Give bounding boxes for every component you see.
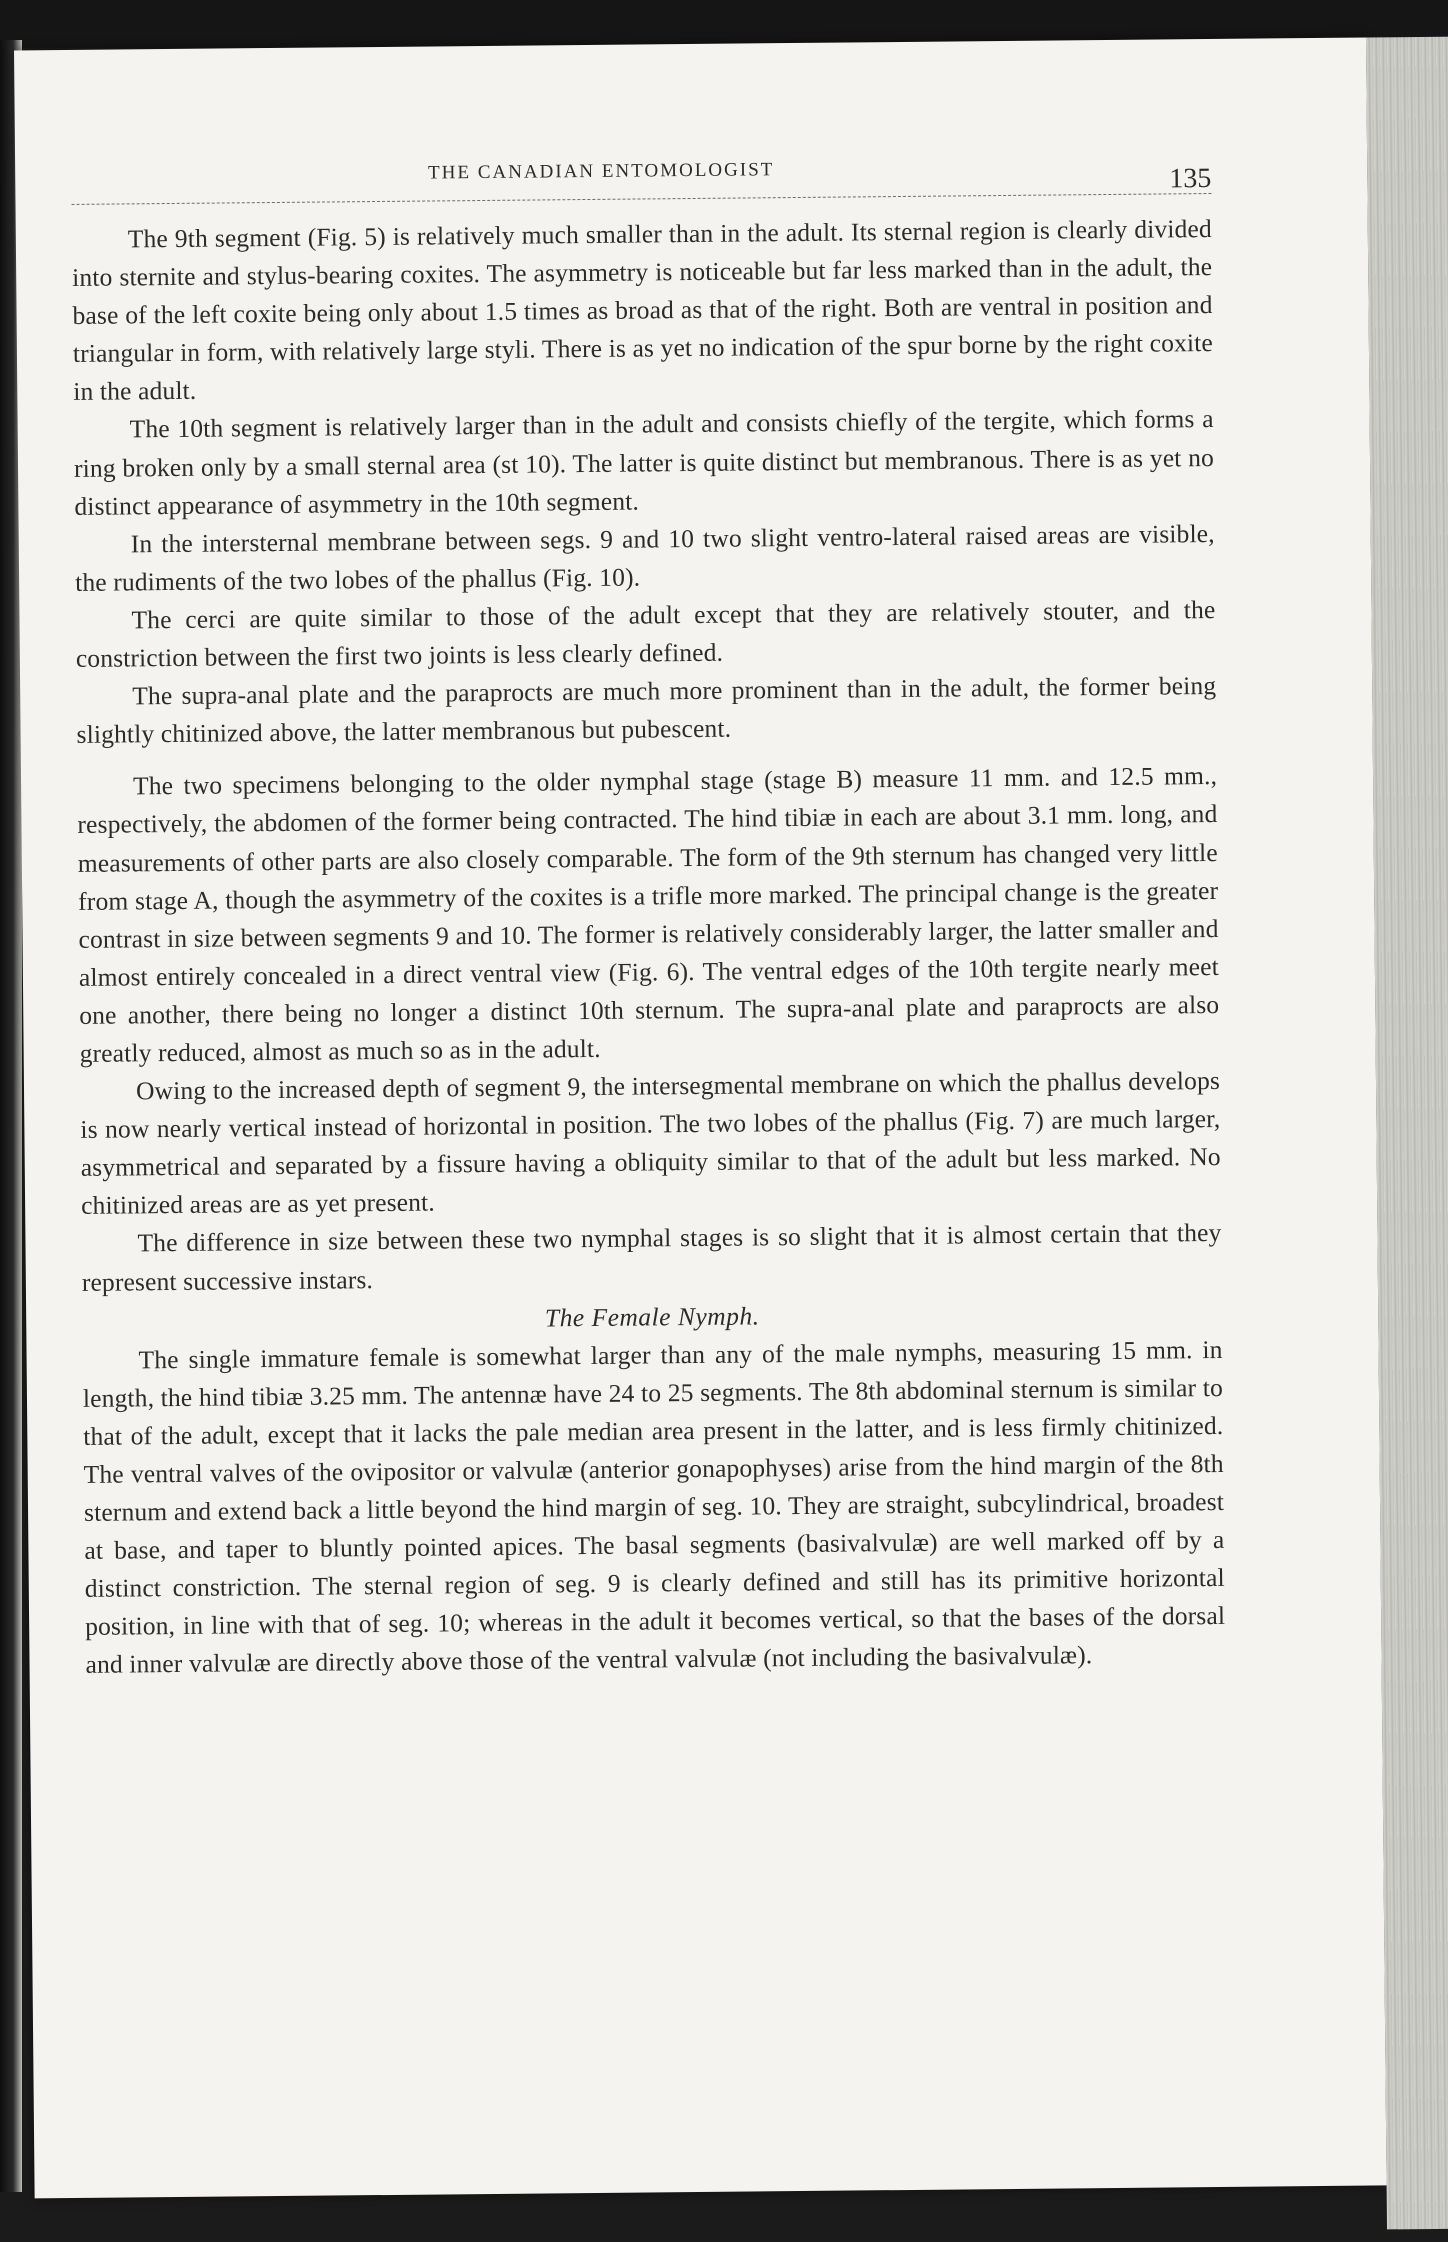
book-page [14, 38, 1387, 2199]
body-text [72, 210, 1226, 1684]
paragraph-supra-anal-plate: The supra-anal plate and the paraprocts are much more prominent than in the adult, the former being slightly chitinized above, the latter membranous but pubescent. [76, 671, 1217, 750]
page-content [71, 139, 1226, 1684]
paragraph-phallus: Owing to the increased depth of segment 9, the intersegmental membrane on which the phallus develops is now nearly vertical instead of horizontal in position. The two lobes of the phallus (Fig. 7) are much larger, asymmetrical and separated by a fissure having a obliquity similar to that of the adult but less marked. No chitinized areas are as yet present. [80, 1066, 1221, 1221]
running-head [71, 139, 1211, 202]
section-heading-female-nymph: The Female Nymph. [544, 1301, 760, 1333]
paragraph-intersternal-membrane: In the intersternal membrane between segs. 9 and 10 two slight ventro-lateral raised areas are visible, the rudiments of the two lobes of the phallus (Fig. 10). [74, 518, 1215, 597]
journal-title: THE CANADIAN ENTOMOLOGIST [428, 159, 775, 184]
paragraph-female-nymph: The single immature female is somewhat larger than any of the male nymphs, measuring 15 mm. in length, the hind tibiæ 3.25 mm. The antennæ have 24 to 25 segments. The 8th abdominal sternum is similar to that of the adult, except that it lacks the pale median area present in the latter, and is less firmly chitinized. The ventral valves of the ovipositor or valvulæ (anterior gonapophyses) arise from the hind margin of the 8th sternum and extend back a little beyond the hind margin of seg. 10. They are straight, subcylindrical, broadest at base, and taper to bluntly pointed apices. The basal segments (basivalvulæ) are well marked off by a distinct constriction. The sternal region of seg. 9 is clearly defined and still has its primitive horizontal position, in line with that of seg. 10; whereas in the adult it becomes vertical, so that the bases of the dorsal and inner valvulæ are directly above those of the ventral valvulæ (not including the basivalvulæ). [82, 1334, 1226, 1680]
page-stack-edge [1366, 37, 1448, 2230]
page-number: 135 [1169, 163, 1212, 195]
paragraph-9th-segment: The 9th segment (Fig. 5) is relatively much smaller than in the adult. Its sternal region is clearly divided into sternite and stylus-bearing coxites. The asymmetry is noticeable but far less marked than in the adult, the base of the left coxite being only about 1.5 times as broad as that of the right. Both are ventral in position and triangular in form, with relatively large styli. There is as yet no indication of the spur borne by the right coxite in the adult. [72, 214, 1214, 407]
paragraph-10th-segment: The 10th segment is relatively larger than in the adult and consists chiefly of the tergite, which forms a ring broken only by a small sternal area (st 10). The latter is quite distinct but membranous. There is as yet no distinct appearance of asymmetry in the 10th segment. [73, 404, 1215, 521]
paragraph-stage-b: The two specimens belonging to the older nymphal stage (stage B) measure 11 mm. and 12.5 mm., respectively, the abdomen of the former being contracted. The hind tibiæ in each are about 3.1 mm. long, and measurements of other parts are also closely comparable. The form of the 9th sternum has changed very little from stage A, though the asymmetry of the coxites is a trifle more marked. The principal change is the greater contrast in size between segments 9 and 10. The former is relatively considerably larger, the latter smaller and almost entirely concealed in a direct ventral view (Fig. 6). The ventral edges of the 10th tergite nearly meet one another, there being no longer a distinct 10th sternum. The supra-anal plate and paraprocts are also greatly reduced, almost as much so as in the adult. [77, 761, 1220, 1068]
paragraph-instars: The difference in size between these two nymphal stages is so slight that it is almost certain that they represent successive instars. [81, 1218, 1222, 1297]
paragraph-cerci: The cerci are quite similar to those of the adult except that they are relatively stouter, and the constriction between the first two joints is less clearly defined. [75, 594, 1216, 673]
